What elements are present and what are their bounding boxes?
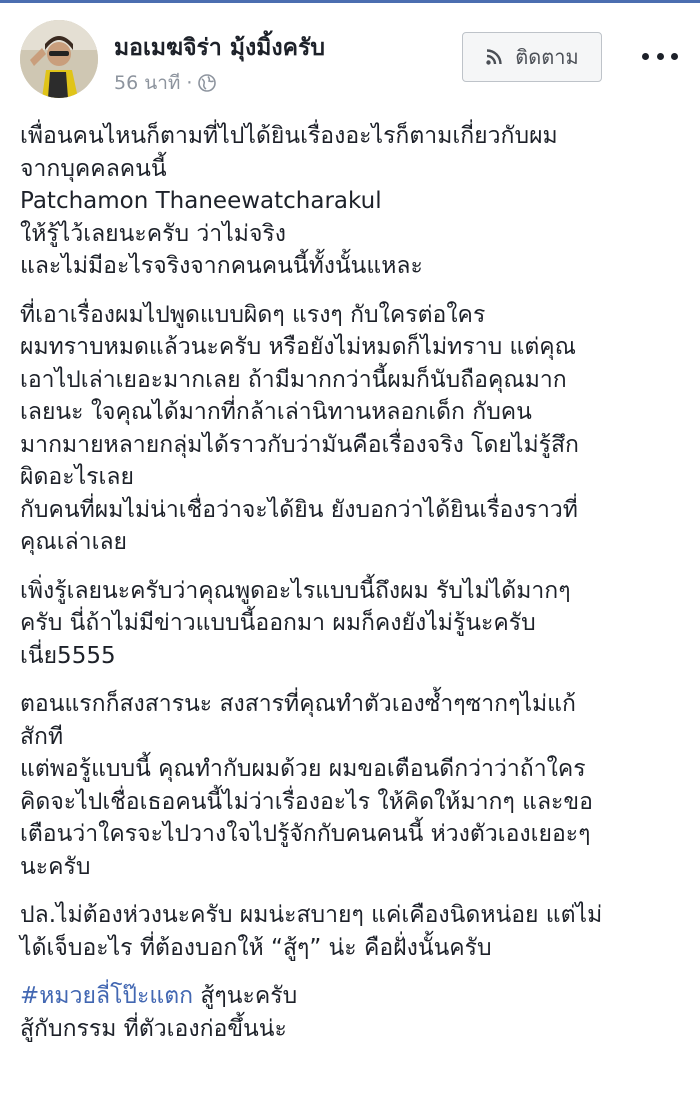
post-meta: [114, 68, 216, 98]
text-line: ครับ นี่ถ้าไม่มีข่าวแบบนี้ออกมา ผมก็คงยังไม่รู้นะครับ: [20, 610, 536, 636]
text-line: คิดจะไปเชื่อเธอคนนี้ไม่ว่าเรื่องอะไร ให้คิดให้มากๆ และขอ: [20, 788, 593, 815]
paragraph-2: [20, 299, 690, 559]
post-header: [20, 20, 680, 100]
text-line: สู้กับกรรม ที่ตัวเองก่อขึ้นน่ะ: [20, 1015, 287, 1042]
more-dot: [671, 53, 678, 60]
text-line: ที่เอาเรื่องผมไปพูดแบบผิดๆ แรงๆ กับใครต่อใคร: [20, 301, 486, 328]
avatar-photo-icon: [20, 20, 98, 98]
post-body: [20, 120, 690, 1061]
text-line: ผิดอะไรเลย: [20, 464, 134, 490]
text-line: แต่พอรู้แบบนี้ คุณทำกับผมด้วย ผมขอเตือนดีกว่าว่าถ้าใคร: [20, 756, 586, 782]
avatar[interactable]: [20, 20, 98, 98]
text-line: ผมทราบหมดแล้วนะครับ หรือยังไม่หมดก็ไม่ทราบ แต่คุณ: [20, 334, 576, 360]
more-dot: [657, 53, 664, 60]
text-line: เนี่ย5555: [20, 642, 116, 669]
text-line: นะครับ: [20, 853, 91, 880]
post-timestamp[interactable]: 56 นาที: [114, 72, 181, 94]
text-line: เพื่อนคนไหนก็ตามที่ไปได้ยินเรื่องอะไรก็ตามเกี่ยวกับผม: [20, 123, 558, 149]
paragraph-1: [20, 120, 690, 283]
top-border: [0, 0, 700, 3]
text-line: เพิ่งรู้เลยนะครับว่าคุณพูดอะไรแบบนี้ถึงผม รับไม่ได้มากๆ: [20, 577, 571, 604]
text-line: จากบุคคลคนนี้: [20, 155, 167, 182]
follow-button[interactable]: [462, 32, 602, 82]
text-line: เลยนะ ใจคุณได้มากที่กล้าเล่านิทานหลอกเด็ก กับคน: [20, 399, 532, 425]
more-icon[interactable]: [642, 46, 678, 66]
hashtag-suffix: สู้ๆนะครับ: [193, 983, 298, 1009]
rss-icon: [485, 48, 503, 66]
text-line: Patchamon Thaneewatcharakul: [20, 188, 382, 214]
author-name[interactable]: มอเมฆจิร่า มุ้งมิ้งครับ: [114, 35, 325, 61]
text-line: เตือนว่าใครจะไปวางใจไปรู้จักกับคนคนนี้ ห่วงตัวเองเยอะๆ: [20, 821, 591, 847]
text-line: สักที: [20, 723, 64, 750]
paragraph-6: [20, 980, 690, 1045]
more-dot: [642, 53, 649, 60]
paragraph-5: [20, 899, 690, 964]
globe-icon: [198, 74, 216, 92]
text-line: ตอนแรกก็สงสารนะ สงสารที่คุณทำตัวเองซ้ำๆซากๆไม่แก้: [20, 691, 576, 717]
follow-label: ติดตาม: [515, 45, 579, 69]
paragraph-4: [20, 688, 690, 883]
meta-separator: ·: [186, 72, 193, 94]
text-line: ปล.ไม่ต้องห่วงนะครับ ผมน่ะสบายๆ แค่เคืองนิดหน่อย แต่ไม่: [20, 902, 603, 928]
text-line: กับคนที่ผมไม่น่าเชื่อว่าจะได้ยิน ยังบอกว่าได้ยินเรื่องราวที่: [20, 496, 578, 523]
text-line: ได้เจ็บอะไร ที่ต้องบอกให้ “สู้ๆ” น่ะ คือฝั่งนั้นครับ: [20, 934, 492, 961]
text-line: เอาไปเล่าเยอะมากเลย ถ้ามีมากกว่านี้ผมก็นับถือคุณมาก: [20, 366, 567, 393]
text-line: มากมายหลายกลุ่มได้ราวกับว่ามันคือเรื่องจริง โดยไม่รู้สึก: [20, 431, 579, 458]
paragraph-3: [20, 575, 690, 673]
hashtag-link[interactable]: #หมวยลี่โป๊ะแตก: [20, 983, 194, 1009]
text-line: ให้รู้ไว้เลยนะครับ ว่าไม่จริง: [20, 220, 287, 247]
text-line: คุณเล่าเลย: [20, 529, 128, 555]
text-line: และไม่มีอะไรจริงจากคนคนนี้ทั้งนั้นแหละ: [20, 253, 423, 279]
hashtag-line: [20, 980, 690, 1013]
